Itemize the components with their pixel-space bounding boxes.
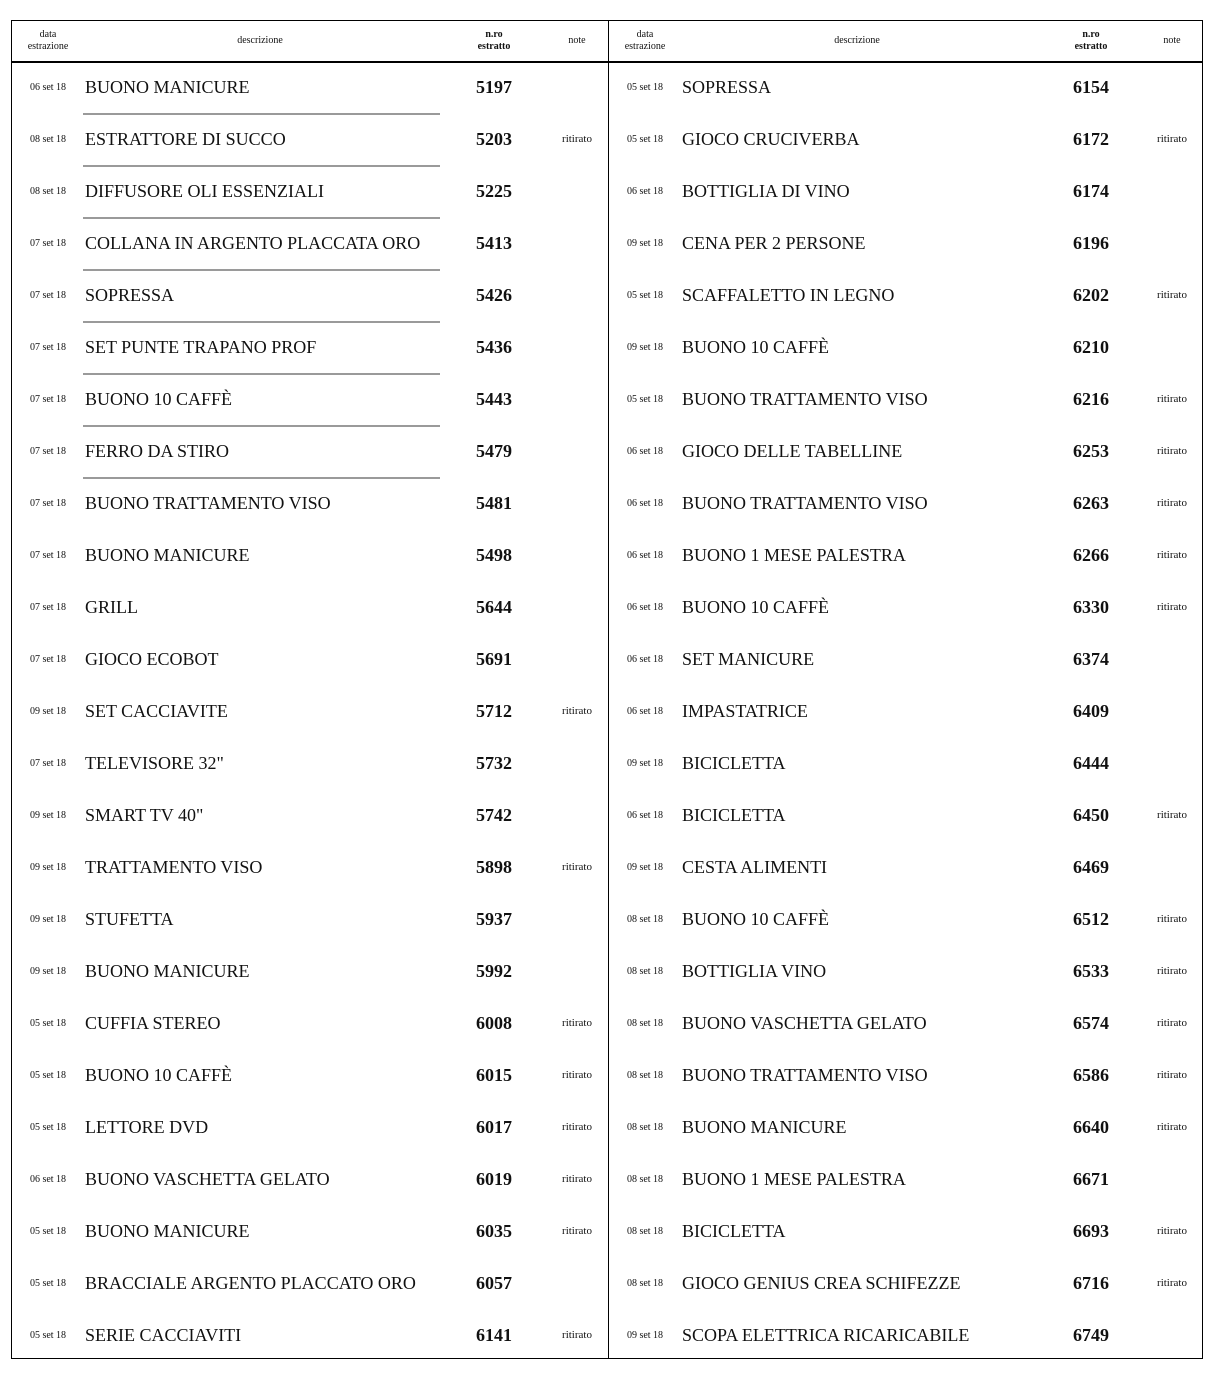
- row-number: 5426: [476, 284, 512, 305]
- table-row: [12, 1257, 608, 1309]
- row-date: 09 set 18: [626, 861, 664, 873]
- table-row: [609, 269, 1203, 321]
- row-description: BUONO 1 MESE PALESTRA: [682, 1168, 906, 1189]
- row-note: ritirato: [562, 1121, 592, 1133]
- row-date: 06 set 18: [626, 653, 664, 665]
- row-date: 09 set 18: [29, 809, 67, 821]
- row-note: [547, 1257, 607, 1309]
- row-note: ritirato: [1157, 601, 1187, 613]
- row-description: BUONO VASCHETTA GELATO: [682, 1012, 927, 1033]
- row-description: CUFFIA STEREO: [85, 1012, 221, 1033]
- row-description: SMART TV 40": [85, 804, 204, 825]
- table-row: [12, 61, 608, 113]
- row-number: 6008: [476, 1012, 512, 1033]
- row-number: 5898: [476, 856, 512, 877]
- row-note: [547, 425, 607, 477]
- header-date: data estrazione: [624, 29, 666, 52]
- row-date: 06 set 18: [626, 809, 664, 821]
- row-description: TRATTAMENTO VISO: [85, 856, 263, 877]
- row-note: ritirato: [1157, 809, 1187, 821]
- row-note: [1142, 1153, 1202, 1205]
- table-row: [12, 113, 608, 165]
- row-note: [547, 373, 607, 425]
- row-number: 5203: [476, 128, 512, 149]
- table-row: [609, 113, 1203, 165]
- table-row: [12, 217, 608, 269]
- row-note: ritirato: [1157, 965, 1187, 977]
- table-row: [609, 1153, 1203, 1205]
- row-number: 5436: [476, 336, 512, 357]
- header-note: note: [568, 35, 586, 46]
- row-number: 6196: [1073, 232, 1109, 253]
- row-date: 08 set 18: [626, 1225, 664, 1237]
- row-date: 05 set 18: [29, 1069, 67, 1081]
- header-description: descrizione: [237, 35, 283, 46]
- row-description: BUONO MANICURE: [85, 76, 250, 97]
- row-note: ritirato: [1157, 497, 1187, 509]
- table-row: [12, 1309, 608, 1361]
- row-number: 6444: [1073, 752, 1109, 773]
- row-date: 07 set 18: [29, 237, 67, 249]
- table-row: [609, 893, 1203, 945]
- header-number: n.ro estratto: [1074, 29, 1108, 52]
- row-date: 05 set 18: [626, 289, 664, 301]
- row-date: 07 set 18: [29, 341, 67, 353]
- table-row: [609, 425, 1203, 477]
- row-date: 09 set 18: [626, 757, 664, 769]
- row-note: ritirato: [562, 1017, 592, 1029]
- row-number: 5691: [476, 648, 512, 669]
- row-date: 06 set 18: [626, 705, 664, 717]
- row-number: 6533: [1073, 960, 1109, 981]
- row-date: 05 set 18: [626, 133, 664, 145]
- header-number: n.ro estratto: [477, 29, 511, 52]
- row-number: 6154: [1073, 76, 1109, 97]
- table-row: [609, 633, 1203, 685]
- row-description: BUONO 10 CAFFÈ: [85, 388, 233, 409]
- row-date: 06 set 18: [29, 1173, 67, 1185]
- row-number: 5712: [476, 700, 512, 721]
- row-note: ritirato: [1157, 1277, 1187, 1289]
- row-description: BUONO MANICURE: [85, 1220, 250, 1241]
- row-date: 06 set 18: [29, 81, 67, 93]
- row-description: BRACCIALE ARGENTO PLACCATO ORO: [85, 1272, 416, 1293]
- row-number: 6450: [1073, 804, 1109, 825]
- row-note: [1142, 685, 1202, 737]
- row-number: 6263: [1073, 492, 1109, 513]
- row-number: 6469: [1073, 856, 1109, 877]
- row-note: ritirato: [1157, 1121, 1187, 1133]
- table-row: [609, 529, 1203, 581]
- row-number: 5992: [476, 960, 512, 981]
- row-number: 5481: [476, 492, 512, 513]
- row-description: SCOPA ELETTRICA RICARICABILE: [682, 1324, 970, 1345]
- table-row: [12, 1049, 608, 1101]
- row-note: ritirato: [1157, 1225, 1187, 1237]
- table-row: [609, 1257, 1203, 1309]
- header-description: descrizione: [834, 35, 880, 46]
- table-row: [609, 321, 1203, 373]
- row-note: ritirato: [562, 861, 592, 873]
- table-row: [609, 61, 1203, 113]
- row-note: [1142, 841, 1202, 893]
- row-description: STUFETTA: [85, 908, 174, 929]
- row-number: 6716: [1073, 1272, 1109, 1293]
- row-number: 6512: [1073, 908, 1109, 929]
- row-number: 5937: [476, 908, 512, 929]
- row-date: 06 set 18: [626, 185, 664, 197]
- row-note: [547, 581, 607, 633]
- table-row: [609, 945, 1203, 997]
- row-number: 6409: [1073, 700, 1109, 721]
- row-note: ritirato: [1157, 445, 1187, 457]
- row-note: [1142, 633, 1202, 685]
- row-date: 07 set 18: [29, 393, 67, 405]
- row-description: BUONO TRATTAMENTO VISO: [85, 492, 331, 513]
- row-date: 08 set 18: [626, 1069, 664, 1081]
- table-row: [12, 1153, 608, 1205]
- row-date: 05 set 18: [29, 1121, 67, 1133]
- row-date: 08 set 18: [29, 133, 67, 145]
- row-date: 08 set 18: [29, 185, 67, 197]
- table-row: [609, 165, 1203, 217]
- table-row: [12, 165, 608, 217]
- prize-list-sheet: [11, 20, 1203, 1359]
- table-row: [12, 529, 608, 581]
- row-date: 08 set 18: [626, 1173, 664, 1185]
- row-date: 09 set 18: [29, 965, 67, 977]
- row-description: FERRO DA STIRO: [85, 440, 230, 461]
- row-date: 09 set 18: [29, 861, 67, 873]
- row-number: 5413: [476, 232, 512, 253]
- row-date: 08 set 18: [626, 965, 664, 977]
- row-description: BICICLETTA: [682, 752, 786, 773]
- row-note: [547, 217, 607, 269]
- row-note: ritirato: [1157, 393, 1187, 405]
- row-description: GRILL: [85, 596, 138, 617]
- row-date: 05 set 18: [29, 1329, 67, 1341]
- row-note: [1142, 737, 1202, 789]
- row-number: 5443: [476, 388, 512, 409]
- row-number: 6015: [476, 1064, 512, 1085]
- row-number: 6057: [476, 1272, 512, 1293]
- row-note: [547, 61, 607, 113]
- table-row: [609, 1309, 1203, 1361]
- row-number: 6253: [1073, 440, 1109, 461]
- row-description: SET MANICURE: [682, 648, 815, 669]
- row-date: 06 set 18: [626, 549, 664, 561]
- row-number: 5732: [476, 752, 512, 773]
- row-description: BUONO MANICURE: [85, 960, 250, 981]
- row-date: 09 set 18: [626, 1329, 664, 1341]
- row-date: 05 set 18: [626, 81, 664, 93]
- row-number: 6019: [476, 1168, 512, 1189]
- table-row: [609, 841, 1203, 893]
- row-description: IMPASTATRICE: [682, 700, 808, 721]
- row-description: BICICLETTA: [682, 804, 786, 825]
- row-number: 6374: [1073, 648, 1109, 669]
- table-row: [12, 997, 608, 1049]
- left-table: [12, 21, 608, 1358]
- row-number: 6035: [476, 1220, 512, 1241]
- table-row: [609, 1205, 1203, 1257]
- row-description: GIOCO GENIUS CREA SCHIFEZZE: [682, 1272, 961, 1293]
- row-note: [547, 893, 607, 945]
- row-number: 5479: [476, 440, 512, 461]
- row-description: GIOCO DELLE TABELLINE: [682, 440, 903, 461]
- row-description: CESTA ALIMENTI: [682, 856, 828, 877]
- table-row: [609, 217, 1203, 269]
- row-description: SOPRESSA: [682, 76, 772, 97]
- row-description: SCAFFALETTO IN LEGNO: [682, 284, 895, 305]
- row-description: GIOCO CRUCIVERBA: [682, 128, 860, 149]
- row-number: 6586: [1073, 1064, 1109, 1085]
- row-note: [547, 789, 607, 841]
- row-description: COLLANA IN ARGENTO PLACCATA ORO: [85, 232, 421, 253]
- row-date: 09 set 18: [626, 237, 664, 249]
- row-date: 06 set 18: [626, 445, 664, 457]
- row-note: ritirato: [562, 1329, 592, 1341]
- table-row: [609, 789, 1203, 841]
- row-description: CENA PER 2 PERSONE: [682, 232, 866, 253]
- row-description: BUONO TRATTAMENTO VISO: [682, 388, 928, 409]
- row-number: 6174: [1073, 180, 1109, 201]
- row-date: 07 set 18: [29, 653, 67, 665]
- table-row: [12, 373, 608, 425]
- row-date: 05 set 18: [29, 1017, 67, 1029]
- row-note: ritirato: [1157, 1017, 1187, 1029]
- row-date: 08 set 18: [626, 1017, 664, 1029]
- row-number: 5225: [476, 180, 512, 201]
- row-note: [1142, 321, 1202, 373]
- row-description: BOTTIGLIA DI VINO: [682, 180, 850, 201]
- row-number: 6141: [476, 1324, 512, 1345]
- row-date: 08 set 18: [626, 1121, 664, 1133]
- row-note: [547, 165, 607, 217]
- row-note: [547, 633, 607, 685]
- row-date: 08 set 18: [626, 1277, 664, 1289]
- row-note: ritirato: [1157, 913, 1187, 925]
- table-row: [12, 945, 608, 997]
- row-description: LETTORE DVD: [85, 1116, 209, 1137]
- row-date: 05 set 18: [626, 393, 664, 405]
- table-row: [12, 1101, 608, 1153]
- table-row: [12, 841, 608, 893]
- row-note: [1142, 1309, 1202, 1361]
- table-row: [12, 581, 608, 633]
- table-row: [12, 1205, 608, 1257]
- row-description: BUONO 10 CAFFÈ: [682, 596, 830, 617]
- row-date: 09 set 18: [626, 341, 664, 353]
- row-note: ritirato: [1157, 289, 1187, 301]
- row-number: 6693: [1073, 1220, 1109, 1241]
- row-note: [547, 321, 607, 373]
- table-row: [609, 737, 1203, 789]
- row-number: 6330: [1073, 596, 1109, 617]
- row-number: 6266: [1073, 544, 1109, 565]
- row-description: ESTRATTORE DI SUCCO: [85, 128, 286, 149]
- table-row: [12, 737, 608, 789]
- row-note: ritirato: [1157, 1069, 1187, 1081]
- row-description: SET PUNTE TRAPANO PROF: [85, 336, 317, 357]
- row-description: BOTTIGLIA VINO: [682, 960, 827, 981]
- table-row: [12, 477, 608, 529]
- row-description: GIOCO ECOBOT: [85, 648, 219, 669]
- row-description: BUONO 10 CAFFÈ: [85, 1064, 233, 1085]
- row-description: BUONO MANICURE: [85, 544, 250, 565]
- right-table-header: [609, 21, 1203, 63]
- row-date: 07 set 18: [29, 601, 67, 613]
- row-number: 5498: [476, 544, 512, 565]
- table-row: [12, 633, 608, 685]
- table-row: [12, 685, 608, 737]
- table-row: [12, 893, 608, 945]
- row-number: 6172: [1073, 128, 1109, 149]
- table-row: [12, 321, 608, 373]
- table-row: [12, 789, 608, 841]
- table-row: [609, 685, 1203, 737]
- right-table: [608, 21, 1203, 1358]
- row-date: 09 set 18: [29, 913, 67, 925]
- row-number: 6017: [476, 1116, 512, 1137]
- table-row: [609, 477, 1203, 529]
- row-number: 5742: [476, 804, 512, 825]
- row-date: 07 set 18: [29, 757, 67, 769]
- row-date: 07 set 18: [29, 549, 67, 561]
- table-row: [609, 1049, 1203, 1101]
- left-table-header: [12, 21, 608, 63]
- row-number: 6216: [1073, 388, 1109, 409]
- table-row: [609, 373, 1203, 425]
- row-note: ritirato: [562, 705, 592, 717]
- row-note: [1142, 165, 1202, 217]
- row-date: 05 set 18: [29, 1225, 67, 1237]
- row-description: BUONO TRATTAMENTO VISO: [682, 492, 928, 513]
- row-note: [1142, 217, 1202, 269]
- row-date: 07 set 18: [29, 445, 67, 457]
- row-description: BUONO TRATTAMENTO VISO: [682, 1064, 928, 1085]
- row-description: SERIE CACCIAVITI: [85, 1324, 242, 1345]
- row-number: 5197: [476, 76, 512, 97]
- row-number: 6210: [1073, 336, 1109, 357]
- row-description: BUONO 10 CAFFÈ: [682, 336, 830, 357]
- row-date: 08 set 18: [626, 913, 664, 925]
- row-number: 6671: [1073, 1168, 1109, 1189]
- row-note: ritirato: [562, 1225, 592, 1237]
- row-note: [547, 737, 607, 789]
- row-description: TELEVISORE 32": [85, 752, 224, 773]
- row-date: 05 set 18: [29, 1277, 67, 1289]
- row-number: 6749: [1073, 1324, 1109, 1345]
- row-description: SET CACCIAVITE: [85, 700, 228, 721]
- row-description: BICICLETTA: [682, 1220, 786, 1241]
- row-note: [547, 529, 607, 581]
- header-note: note: [1163, 35, 1181, 46]
- row-note: [547, 269, 607, 321]
- row-description: BUONO VASCHETTA GELATO: [85, 1168, 330, 1189]
- row-date: 07 set 18: [29, 497, 67, 509]
- row-description: BUONO 10 CAFFÈ: [682, 908, 830, 929]
- row-note: ritirato: [1157, 133, 1187, 145]
- row-date: 06 set 18: [626, 497, 664, 509]
- row-date: 07 set 18: [29, 289, 67, 301]
- row-note: ritirato: [562, 1069, 592, 1081]
- row-note: [547, 477, 607, 529]
- row-number: 5644: [476, 596, 512, 617]
- table-row: [12, 269, 608, 321]
- row-description: SOPRESSA: [85, 284, 175, 305]
- row-date: 06 set 18: [626, 601, 664, 613]
- table-row: [609, 997, 1203, 1049]
- row-note: [1142, 61, 1202, 113]
- row-number: 6202: [1073, 284, 1109, 305]
- row-note: ritirato: [1157, 549, 1187, 561]
- row-date: 09 set 18: [29, 705, 67, 717]
- row-note: ritirato: [562, 1173, 592, 1185]
- header-date: data estrazione: [27, 29, 69, 52]
- row-number: 6640: [1073, 1116, 1109, 1137]
- row-note: ritirato: [562, 133, 592, 145]
- table-row: [609, 1101, 1203, 1153]
- row-number: 6574: [1073, 1012, 1109, 1033]
- table-row: [12, 425, 608, 477]
- row-description: BUONO MANICURE: [682, 1116, 847, 1137]
- row-note: [547, 945, 607, 997]
- row-description: BUONO 1 MESE PALESTRA: [682, 544, 906, 565]
- table-row: [609, 581, 1203, 633]
- row-description: DIFFUSORE OLI ESSENZIALI: [85, 180, 325, 201]
